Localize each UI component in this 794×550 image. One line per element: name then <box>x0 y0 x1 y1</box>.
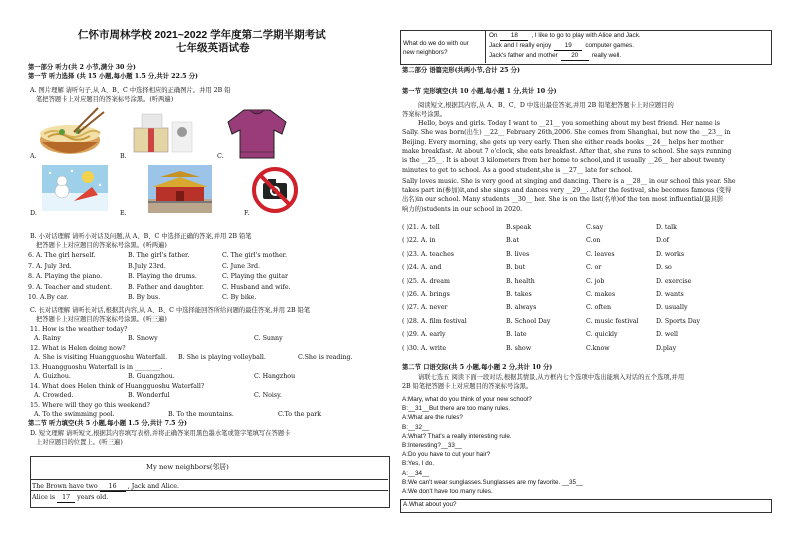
row-16-text: The Brown have two <box>32 483 98 490</box>
cloze-option[interactable]: D. so <box>656 264 672 272</box>
question-option[interactable]: B. Guangzhou. <box>128 373 175 380</box>
exam-title: 仁怀市周林学校 2021~2022 学年度第二学期半期考试 <box>78 29 326 41</box>
question-option[interactable]: C. Sunny <box>254 335 283 342</box>
cloze-option[interactable]: C. music festival <box>586 317 639 325</box>
cloze-option-a[interactable]: ( )22. A. in <box>402 237 436 245</box>
cloze-option[interactable]: C.know <box>586 344 610 352</box>
cloze-option[interactable]: B.at <box>506 237 519 245</box>
section-b-instructions: B. 小对话理解 请听小对话及问题,从 A、B、C 中选择正确的答案,并用 2B 铅笔 <box>30 233 252 240</box>
cloze-option[interactable]: B.speak <box>506 224 532 231</box>
blank-16[interactable]: 16 <box>100 483 126 492</box>
passage-line: Sally loves music. She is very good at singing and dancing. There is a __28__ in our school this year. She <box>402 177 736 185</box>
cloze-option[interactable]: D. Sports Day <box>656 317 701 325</box>
question-option[interactable]: C. Hangzhou <box>254 373 296 380</box>
passage-line: is the __25__. It is about 3 kilometers from her home to school,and it usually __26__ her about twenty <box>402 157 726 165</box>
cloze-option[interactable]: D. well <box>656 331 678 339</box>
question-option[interactable]: C. Playing the guitar <box>222 273 288 280</box>
cloze-option[interactable]: B. lives <box>506 250 530 258</box>
question-option[interactable]: B. By bus. <box>128 294 161 301</box>
question-option[interactable]: C. Husband and wife. <box>222 283 291 291</box>
cloze-option-a[interactable]: ( )28. A. film festival <box>402 317 467 325</box>
passage-line: Sally. She was born(出生) __22__ February 26th,2006. She comes from Shanghai, but now the __23__ in <box>402 129 731 137</box>
section-b-instructions-2: 把答题卡上对应题目的答案标号涂黑。(听两遍) <box>36 242 167 249</box>
section-d-instructions: D. 短文理解 请听短文,根据其内容填写表格,并将正确答案用黑色墨水笔或签字笔填写在答题卡 <box>30 430 291 437</box>
dialog-option: A.What about you? <box>403 501 457 508</box>
cloze-option[interactable]: B. health <box>506 277 535 285</box>
dialog-line: A:Do you have to cut your hair? <box>402 451 491 459</box>
answer-blank[interactable]: 18 <box>500 32 528 41</box>
no-camera-sign-icon <box>250 165 300 215</box>
dialog-line: B:__32__ <box>402 423 429 431</box>
passage-line: 出名)in our school. Many students __30__ her. She is on the list(名单)of the ten most influential(最具影 <box>402 196 724 204</box>
cloze-option[interactable]: D. works <box>656 250 685 258</box>
section-c-instructions: C. 长对话理解 请听长对话,根据其内容,从 A、B、C 中选择能回答所给问题的最佳答案,并用 2B 铅笔 <box>30 307 311 314</box>
sweater-image <box>224 106 290 160</box>
question-option[interactable]: B. To the mountains. <box>168 411 234 418</box>
passage-line: 响力的)students in our school in 2020. <box>402 205 523 213</box>
question-option[interactable]: B. The girl's father. <box>128 252 190 259</box>
cloze-option-a[interactable]: ( )24. A. and <box>402 264 442 272</box>
question-option[interactable]: C. By bike. <box>222 294 257 301</box>
cloze-option[interactable]: D. usually <box>656 304 688 312</box>
dialog-instructions-2: 2B 铅笔把答题卡上对应题目的答案标号涂黑。 <box>402 383 533 390</box>
cloze-option[interactable]: B. show <box>506 344 532 352</box>
question-option[interactable]: A. She is visiting Huangguoshu Waterfall. <box>34 354 168 361</box>
line-text: , I like to go to play with Alice and Jack. <box>531 32 641 39</box>
question-option[interactable]: C. The girl's mother. <box>222 252 288 259</box>
question-option-a[interactable]: 7. A. July 3rd. <box>28 262 72 270</box>
dialog-line: B:We can't wear sunglasses.Sunglasses are my favorite. __35__ <box>402 478 583 486</box>
table-divider <box>30 490 388 491</box>
neighbors-table-title: My new neighbors(邻居) <box>146 463 229 471</box>
question-option[interactable]: C.She is reading. <box>298 354 353 361</box>
dialog-line: B:__31__But there are too many rules. <box>402 405 511 413</box>
noodles-image <box>34 106 106 158</box>
cloze-heading: 第一节 完形填空(共 10 小题,每小题 1 分,共计 10 分) <box>402 88 557 95</box>
line-text: really well. <box>591 52 622 59</box>
cloze-option[interactable]: D.play <box>656 344 677 352</box>
question-text: 12. What is Helen doing now? <box>30 345 126 352</box>
cloze-option[interactable]: D.of <box>656 237 669 245</box>
cloze-option[interactable]: C. leaves <box>586 250 615 258</box>
neighbors-line <box>489 32 641 41</box>
section-d-instructions-2: 上对应题目的位置上。(听三遍) <box>36 439 123 446</box>
snow-scene-image <box>42 165 108 211</box>
question-option[interactable]: A. Crowded. <box>34 392 74 399</box>
dialog-instructions: 请联七选五 阅读下面一段对话,根据其情景,从方框内七个选项中选出能填入对话的五个选项,并用 <box>418 374 685 381</box>
cloze-option[interactable]: B. always <box>506 304 537 312</box>
neighbors-question: What do we do with our <box>403 40 469 47</box>
cloze-option[interactable]: D. talk <box>656 224 677 231</box>
cloze-option[interactable]: C. quickly <box>586 331 618 339</box>
pic-label-d: D. <box>30 210 37 217</box>
dialog-line: A:__34__ <box>402 469 429 477</box>
exam-subtitle: 七年级英语试卷 <box>176 42 250 54</box>
question-option[interactable]: B. She is playing volleyball. <box>178 354 266 361</box>
cloze-instructions: 阅读短文,根据其内容,从 A、B、C、D 中选出最佳答案,并用 2B 铅笔把答题卡上对应题目的 <box>418 102 674 109</box>
cloze-option[interactable]: D. wants <box>656 291 684 298</box>
cloze-option[interactable]: C. makes <box>586 291 616 298</box>
question-option[interactable]: B. Snowy <box>128 335 158 342</box>
passage-line: make breakfast. At about 7 o'clock, she eats breakfast. After that, she runs to school. She says running <box>402 147 732 155</box>
line-text: Jack and I really enjoy <box>489 42 552 49</box>
passage-line: Beijing. Every morning, she gets up very early. Then she either reads books __24__ helps her mother <box>402 138 724 146</box>
dialog-heading: 第二节 口语交际(共 5 小题,每小题 2 分,共计 10 分) <box>402 364 553 371</box>
dialog-line: B:Yes, I do. <box>402 460 434 468</box>
blank-17-row <box>32 494 108 503</box>
answer-blank[interactable]: 19 <box>554 42 582 51</box>
section-a-instructions-2: 笔把答题卡上对应题目的答案标号涂黑。(听两遍) <box>36 96 174 103</box>
cloze-option[interactable]: C. job <box>586 277 605 285</box>
cloze-option[interactable]: D. exercise <box>656 277 692 285</box>
neighbors-line <box>489 52 621 61</box>
question-option[interactable]: C. Noisy. <box>254 392 282 399</box>
question-option[interactable]: A. Guizhou. <box>34 373 71 380</box>
passage-line: Hello, boys and girls. Today I want to __21__ you something about my best friend. Her name is <box>418 120 720 127</box>
pic-label-f: F. <box>244 210 250 217</box>
dialog-line: B:Interesting?__33__ <box>402 442 462 449</box>
birthday-gift-image <box>128 108 198 156</box>
cloze-option[interactable]: B. late <box>506 331 527 339</box>
question-option-a[interactable]: 6. A. The girl herself. <box>28 252 96 259</box>
cloze-option[interactable]: C.say <box>586 224 604 231</box>
cloze-instructions-2: 答案标号涂黑。 <box>402 111 447 118</box>
cloze-option[interactable]: B. takes <box>506 291 532 298</box>
part2-heading: 第二部分 语篇完形(共两小节,合计 25 分) <box>402 67 520 74</box>
neighbors-question-2: new neighbors? <box>403 49 448 56</box>
question-option[interactable]: B. Father and daughter. <box>128 283 204 291</box>
row-17-text: Alice is <box>32 494 56 501</box>
pic-label-b: B. <box>120 153 127 160</box>
cloze-option[interactable]: C.on <box>586 237 601 245</box>
question-option[interactable]: A. Rainy <box>34 335 61 342</box>
passage-line: takes part in(参加)it,and she sings and dances very __29__. After the festival, she becomes famous (变得 <box>402 187 732 195</box>
line-text: computer games. <box>585 42 634 49</box>
question-text: 11. How is the weather today? <box>30 326 128 333</box>
dialog-line: A:What? That's a really interesting rule. <box>402 432 512 440</box>
dialog-line: A:We don't have too many rules. <box>402 488 493 495</box>
question-option[interactable]: C.To the park <box>278 411 322 418</box>
answer-blank[interactable]: 20 <box>561 52 589 61</box>
question-option[interactable]: A. To the swimming pool. <box>34 411 115 418</box>
cloze-option[interactable]: B. School Day <box>506 317 551 325</box>
cloze-option-a[interactable]: ( )29. A. early <box>402 331 446 339</box>
question-option-a[interactable]: 9. A. Teacher and student. <box>28 283 113 291</box>
row-16-text-b: , Jack and Alice. <box>127 483 180 490</box>
question-option-a[interactable]: 8. A. Playing the piano. <box>28 273 103 280</box>
cloze-option-a[interactable]: ( )25. A. dream <box>402 277 450 285</box>
section2-heading: 第二节 听力填空(共 5 小题,每小题 1.5 分,共计 7.5 分) <box>28 420 188 427</box>
line-text: On <box>489 32 498 39</box>
table-divider <box>485 30 486 63</box>
question-text: 13. Huangguoshu Waterfall is in ________. <box>30 364 163 371</box>
passage-line: minutes to get to school. As a good student,she is __27__ late for school. <box>402 166 633 174</box>
question-option[interactable]: B.July 23rd. <box>128 262 166 270</box>
line-text: Jack's father and mother <box>489 52 558 59</box>
section-c-instructions-2: 把答题卡上对应题目的答案标号涂黑。(听三遍) <box>36 316 167 323</box>
cloze-option-a[interactable]: ( )23. A. teaches <box>402 250 455 258</box>
cloze-option[interactable]: C. or <box>586 264 602 272</box>
question-option-a[interactable]: 10. A.By car. <box>28 294 69 301</box>
question-text: 14. What does Helen think of Huangguoshu Waterfall? <box>30 383 205 390</box>
dialog-line: A:What are the rules? <box>402 414 463 422</box>
pic-label-e: E. <box>120 210 127 217</box>
cloze-option-a[interactable]: ( )30. A. write <box>402 344 447 352</box>
pic-label-c: C. <box>217 153 224 160</box>
question-option[interactable]: C. June 3rd. <box>222 262 261 270</box>
section1-heading: 第一节 听力选择 (共 15 小题,每小题 1.5 分,共计 22.5 分) <box>28 73 198 80</box>
table-divider <box>30 479 388 480</box>
blank-17[interactable]: 17 <box>57 494 75 503</box>
pic-label-a: A. <box>30 153 37 160</box>
cloze-option[interactable]: C. often <box>586 304 612 312</box>
question-option[interactable]: B. Playing the drums. <box>128 273 197 280</box>
row-17-text-b: years old. <box>77 494 109 501</box>
cloze-option[interactable]: B. but <box>506 264 526 272</box>
section-a-instructions: A. 图片理解 请听句子,从 A、B、C 中选择相应的正确图片。并用 2B 铅 <box>30 87 231 94</box>
dialog-line: A:Mary, what do you think of your new school? <box>402 396 532 403</box>
tiananmen-image <box>148 165 212 213</box>
neighbors-line <box>489 42 634 51</box>
cloze-option-a[interactable]: ( )21. A. tell <box>402 224 440 231</box>
cloze-option-a[interactable]: ( )26. A. brings <box>402 291 450 298</box>
part1-heading: 第一部分 听力(共 2 小节,满分 30 分) <box>28 64 136 71</box>
cloze-option-a[interactable]: ( )27. A. never <box>402 304 448 312</box>
question-text: 15. Where will they go this weekend? <box>30 402 150 409</box>
question-option[interactable]: B. Wonderful <box>128 392 170 399</box>
